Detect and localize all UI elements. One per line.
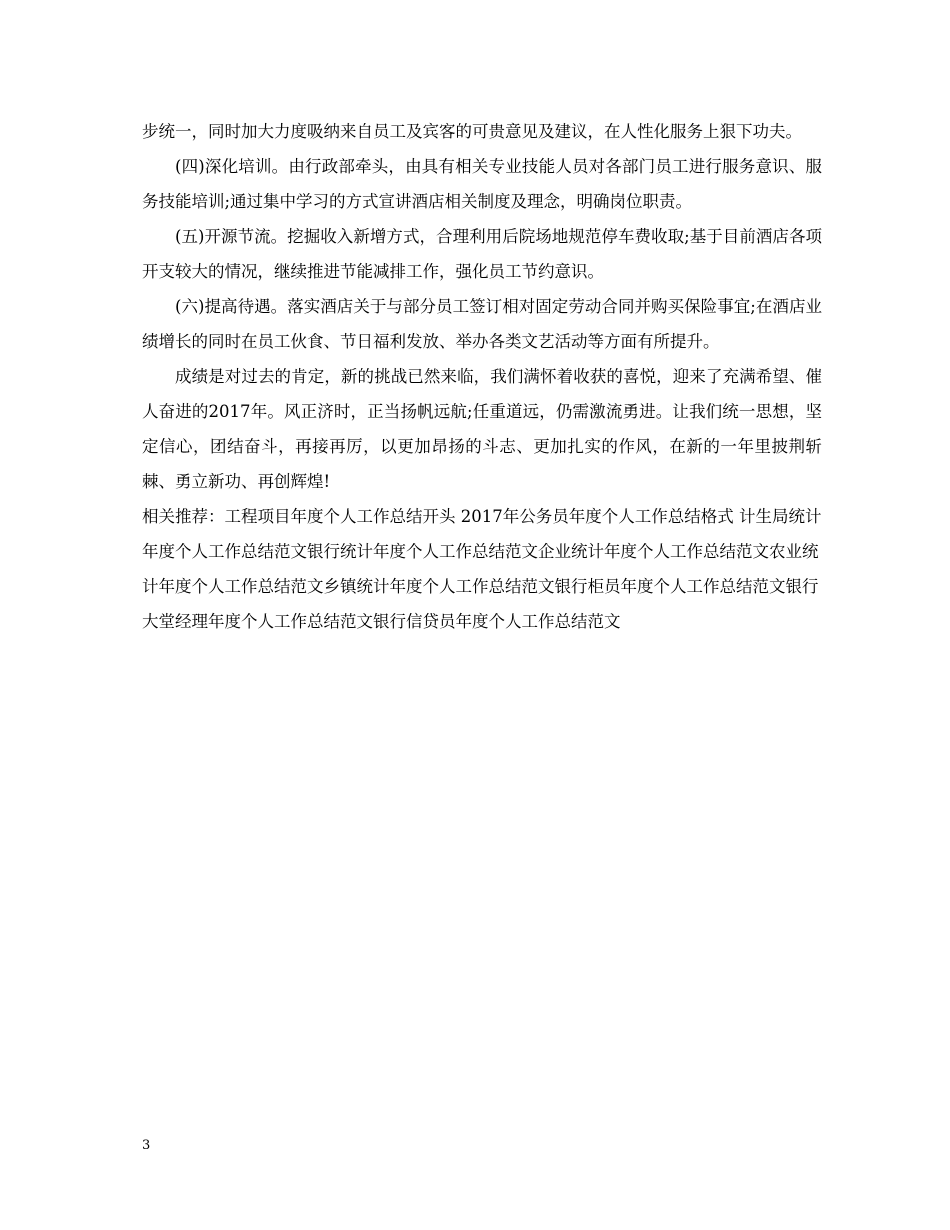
paragraph-cost-saving: (五)开源节流。挖掘收入新增方式，合理利用后院场地规范停车费收取;基于目前酒店各项开支较大的情况，继续推进节能减排工作，强化员工节约意识。	[142, 227, 822, 281]
page-number: 3	[142, 1138, 151, 1153]
paragraph-training: (四)深化培训。由行政部牵头，由具有相关专业技能人员对各部门员工进行服务意识、服务技能培训;通过集中学习的方式宣讲酒店相关制度及理念，明确岗位职责。	[142, 157, 822, 211]
paragraph-benefits: (六)提高待遇。落实酒店关于与部分员工签订相对固定劳动合同并购买保险事宜;在酒店业绩增长的同时在员工伙食、节日福利发放、举办各类文艺活动等方面有所提升。	[142, 297, 822, 351]
paragraph-continuation: 步统一，同时加大力度吸纳来自员工及宾客的可贵意见及建议，在人性化服务上狠下功夫。	[142, 122, 802, 141]
related-recommendations: 相关推荐：工程项目年度个人工作总结开头 2017年公务员年度个人工作总结格式 计生局统计年度个人工作总结范文银行统计年度个人工作总结范文企业统计年度个人工作总结范文农业统计年度个人工作总结范文乡镇统计年度个人工作总结范文银行柜员年度个人工作总结范文银行大堂经理年度个人工作总结范文银行信贷员年度个人工作总结范文	[142, 507, 822, 631]
paragraph-conclusion: 成绩是对过去的肯定，新的挑战已然来临，我们满怀着收获的喜悦，迎来了充满希望、催人奋进的2017年。风正济时，正当扬帆远航;任重道远，仍需激流勇进。让我们统一思想，坚定信心，团结奋斗，再接再厉，以更加昂扬的斗志、更加扎实的作风，在新的一年里披荆斩棘、勇立新功、再创辉煌!	[142, 367, 822, 491]
document-body	[142, 114, 822, 639]
